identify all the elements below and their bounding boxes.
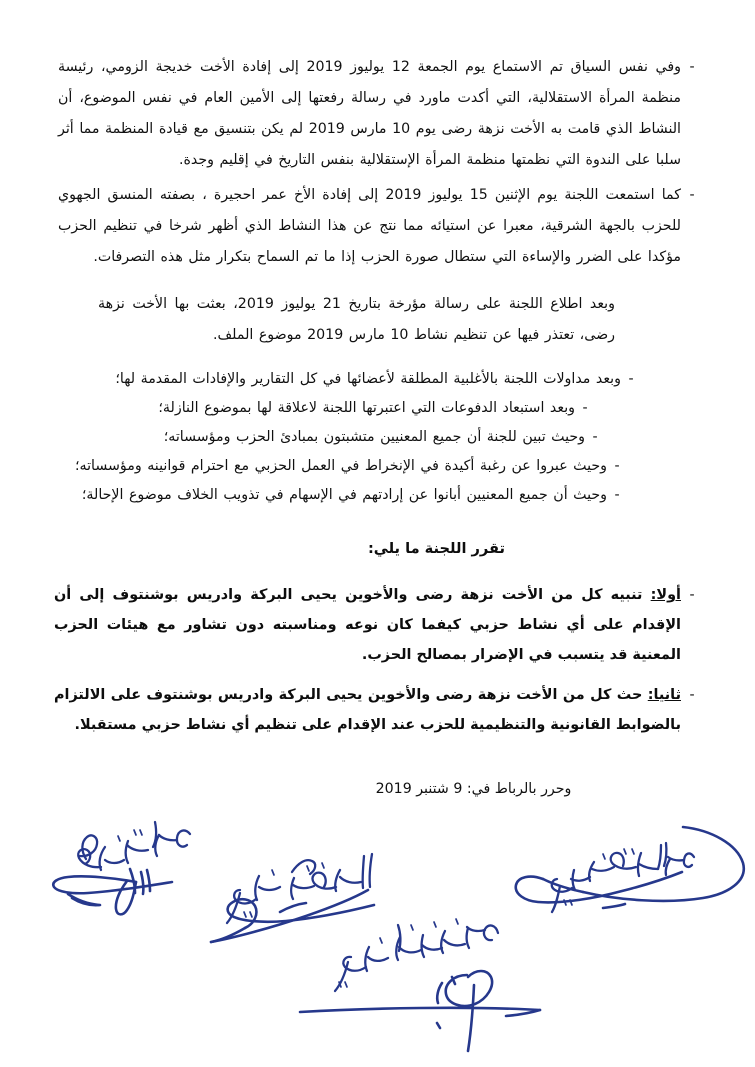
letter-review-paragraph (52, 289, 703, 351)
resolution-item (52, 680, 703, 740)
document-body (52, 52, 703, 802)
list-item-text: وبعد استبعاد الدفوعات التي اعتبرتها اللجنة لاعلاقة لها بموضوع النازلة؛ (158, 400, 575, 416)
resolution-label: أولا: (650, 587, 681, 603)
bullet-dash-icon: - (628, 371, 634, 387)
resolution-body (52, 580, 681, 670)
list-item (52, 481, 641, 510)
bullet-dash-icon: - (689, 59, 695, 75)
bullet-dash-icon: - (689, 587, 695, 603)
bullet-dash-icon: - (592, 429, 598, 445)
list-item (52, 452, 641, 481)
paragraph-item (52, 52, 703, 176)
list-item (52, 365, 641, 394)
paragraph-text: كما استمعت اللجنة يوم الإثنين 15 يوليوز 2019 إلى إفادة الأخ عمر احجيرة ، بصفته المنسق الجهوي للحزب بالجهة الشرقية، معبرا عن استيائه مما نتج عن هذا النشاط الذي أظهر شرخا في تنظيم الحزب مؤكدا على الضرر والإساءة التي ستطال صورة الحزب إذا ما تم السماح بتكرار مثل هذه التصرفات. (58, 187, 681, 265)
list-item (52, 423, 641, 452)
decision-heading: تقرر اللجنة ما يلي: (367, 540, 505, 557)
signature-hassan-fellah (40, 810, 230, 920)
list-item-text: وحيث أن جميع المعنيين أبانوا عن إرادتهم في الإسهام في تذويب الخلاف موضوع الإحالة؛ (81, 487, 607, 503)
signature-mohamed-elhousseini (498, 815, 748, 925)
closing-date-line: وحرر بالرباط في: 9 شتنبر 2019 (375, 781, 572, 797)
paragraph-item (52, 180, 703, 273)
bullet-dash-icon: - (614, 458, 620, 474)
bullet-dash-icon: - (689, 187, 695, 203)
resolution-text: تنبيه كل من الأخت نزهة رضى والأخوين يحيى البركة وادريس بوشنتوف إلى أن الإقدام على أي نشاط حزبي كيفما كان نوعه ومناسبته دون تشاور مع هيئات الحزب المعنية قد يتسبب في الإضرار بمصالح الحزب. (54, 587, 681, 663)
list-item (52, 394, 641, 423)
considerations-list (52, 365, 703, 510)
paragraph-text: وفي نفس السياق تم الاستماع يوم الجمعة 12 يوليوز 2019 إلى إفادة الأخت خديجة الزومي، رئيسة منظمة المرأة الاستقلالية، التي أكدت ماورد في رسالة رفعتها إلى الأمين العام في نفس الموضوع، أن النشاط الذي قامت به الأخت نزهة رضى يوم 10 مارس 2019 لم يكن بتنسيق مع قيادة المنظمة مما أثر سلبا على الندوة التي نظمتها منظمة المرأة الإستقلالية بنفس التاريخ في إقليم وجدة. (58, 59, 681, 168)
bullet-dash-icon: - (582, 400, 588, 416)
paragraph-block (52, 180, 703, 273)
letter-review-text: وبعد اطلاع اللجنة على رسالة مؤرخة بتاريخ 21 يوليوز 2019، بعثت بها الأخت نزهة رضى، تعتذر فيها عن تنظيم نشاط 10 مارس 2019 موضوع الملف. (98, 296, 615, 343)
signature-stray-stroke (278, 900, 328, 920)
list-item-text: وبعد مداولات اللجنة بالأغلبية المطلقة لأعضائها في كل التقارير والإفادات المقدمة لها؛ (115, 371, 621, 387)
resolutions-list (52, 580, 703, 740)
resolution-label: ثانيا: (647, 687, 681, 703)
resolution-body (52, 680, 681, 740)
bullet-dash-icon: - (689, 687, 695, 703)
paragraph-block (52, 52, 703, 176)
list-item-text: وحيث تبين للجنة أن جميع المعنيين متشبتون بمبادئ الحزب ومؤسساته؛ (163, 429, 585, 445)
signature-naima-ben-lahmi (282, 905, 582, 1060)
resolution-item (52, 580, 703, 670)
resolution-text: حث كل من الأخت نزهة رضى والأخوين يحيى البركة وادريس بوشنتوف على الالتزام بالضوابط القانونية والتنظيمية للحزب عند الإقدام على تنظيم أي نشاط حزبي مستقبلا. (54, 687, 681, 733)
signature-elhassan-hadi (178, 830, 408, 950)
list-item-text: وحيث عبروا عن رغبة أكيدة في الإنخراط في العمل الحزبي مع احترام قوانينه ومؤسساته؛ (74, 458, 607, 474)
bullet-dash-icon: - (614, 487, 620, 503)
